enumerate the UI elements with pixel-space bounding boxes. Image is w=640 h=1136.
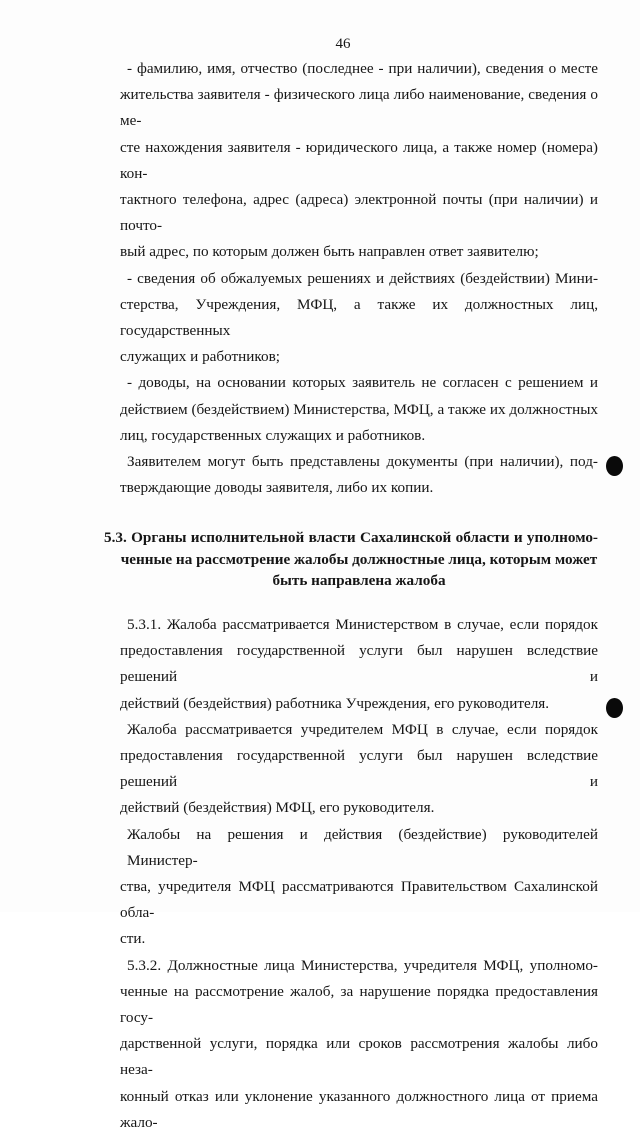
paragraph-government	[2, 822, 598, 953]
text-line: действий (бездействия) МФЦ, его руководителя.	[120, 799, 435, 817]
text-line: стерства, Учреждения, МФЦ, а также их должностных лиц, государственных	[120, 295, 598, 340]
heading-line: 5.3. Органы исполнительной власти Сахалинской области и уполномо-	[104, 529, 598, 547]
text-line: служащих и работников;	[120, 348, 281, 366]
text-line: тверждающие доводы заявителя, либо их копии.	[120, 479, 434, 497]
text-line: ства, учредителя МФЦ рассматриваются Правительством Сахалинской обла-	[120, 877, 598, 922]
text-line: 5.3.2. Должностные лица Министерства, учредителя МФЦ, уполномо-	[127, 956, 598, 974]
text-line: дарственной услуги, порядка или сроков рассмотрения жалобы либо неза-	[120, 1035, 598, 1079]
text-line: вый адрес, по которым должен быть направлен ответ заявителю;	[120, 243, 539, 261]
document-body	[104, 56, 598, 1136]
text-line: конный отказ или уклонение указанного должностного лица от приема жало-	[120, 1087, 598, 1131]
text-line: действий (бездействия) работника Учреждения, его руководителя.	[120, 694, 550, 712]
paragraph-applicant-details	[2, 56, 598, 266]
text-line: - доводы, на основании которых заявитель не согласен с решением и	[127, 374, 598, 392]
text-line: тактного телефона, адрес (адреса) электронной почты (при наличии) и почто-	[120, 191, 598, 235]
binder-hole-mark	[606, 456, 623, 476]
heading-line: быть направлена жалоба	[272, 572, 446, 590]
text-line: лиц, государственных служащих и работников.	[120, 426, 426, 444]
heading-line: ченные на рассмотрение жалобы должностные лица, которым может	[120, 550, 598, 568]
text-line: Жалоба рассматривается учредителем МФЦ в случае, если порядок	[127, 720, 598, 738]
binder-hole-mark	[606, 698, 623, 718]
section-heading	[2, 527, 598, 592]
text-line: ченные на рассмотрение жалоб, за нарушение порядка предоставления госу-	[120, 982, 598, 1026]
paragraph-supporting-documents	[2, 449, 598, 501]
text-line: - сведения об обжалуемых решениях и действиях (бездействии) Мини-	[127, 269, 598, 287]
paragraph-5-3-1	[2, 612, 598, 717]
text-line: жительства заявителя - физического лица либо наименование, сведения о ме-	[120, 86, 598, 130]
text-line: сти.	[120, 930, 146, 948]
paragraph-appealed-decisions	[2, 266, 598, 371]
paragraph-5-3-2	[2, 953, 598, 1136]
text-line: предоставления государственной услуги был нарушен вследствие решений и	[120, 746, 598, 791]
text-line: действием (бездействием) Министерства, МФЦ, а также их должностных	[120, 400, 598, 418]
page-number: 46	[335, 36, 351, 52]
text-line: 5.3.1. Жалоба рассматривается Министерством в случае, если порядок	[127, 615, 598, 633]
text-line: предоставления государственной услуги был нарушен вследствие решений и	[120, 642, 598, 686]
paragraph-mfc-founder	[2, 717, 598, 822]
text-line: Жалобы на решения и действия (бездействие) руководителей Министер-	[127, 825, 598, 869]
paragraph-arguments	[2, 370, 598, 449]
text-line: сте нахождения заявителя - юридического лица, а также номер (номера) кон-	[120, 138, 598, 182]
text-line: - фамилию, имя, отчество (последнее - при наличии), сведения о месте	[127, 60, 598, 77]
text-line: Заявителем могут быть представлены документы (при наличии), под-	[127, 453, 598, 471]
